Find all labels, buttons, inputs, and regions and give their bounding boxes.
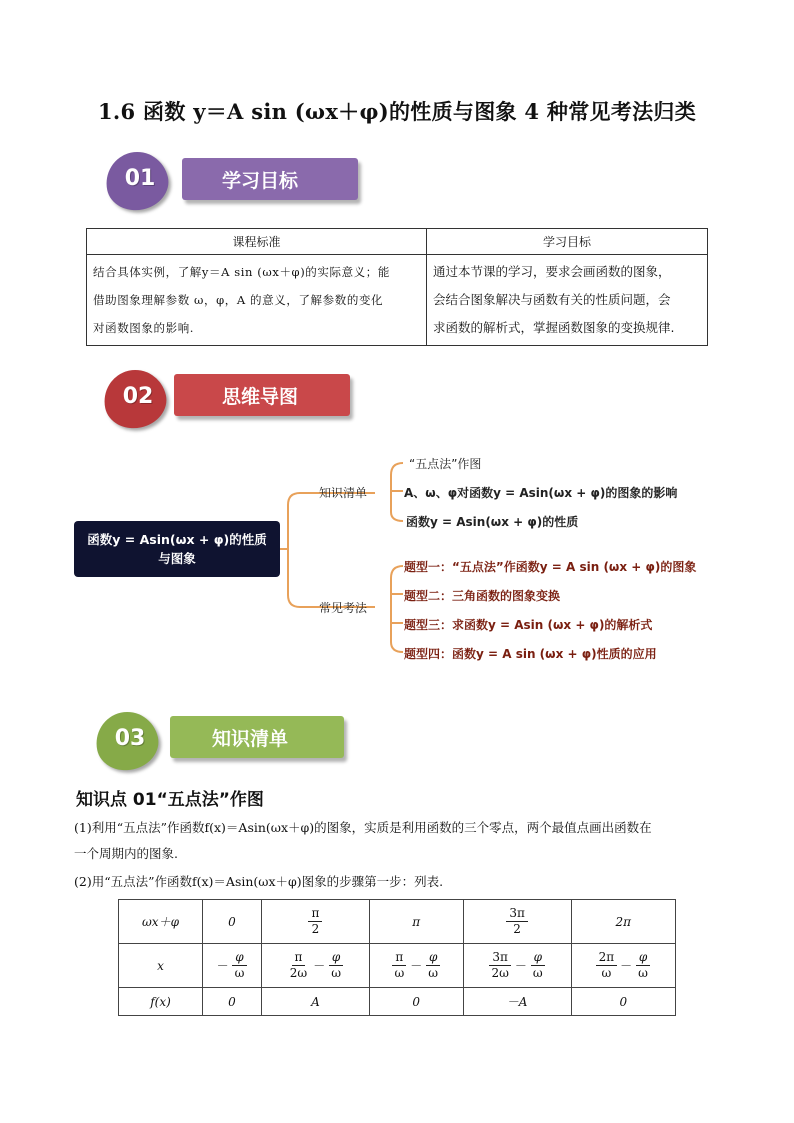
text-line: 对函数图象的影响. xyxy=(93,321,195,335)
table-cell: $\frac{\pi}{\omega}$ － $\frac{\varphi}{\omega}$ xyxy=(369,944,463,988)
section-number: 02 xyxy=(122,384,154,409)
section-number: 01 xyxy=(124,166,156,191)
table-cell xyxy=(261,900,369,944)
fraction-denominator: ω xyxy=(638,966,648,980)
fraction-numerator: φ xyxy=(426,950,440,966)
root-label: 函数y = Asin(ωx + φ)的性质 xyxy=(87,532,267,547)
table-cell: 2π xyxy=(571,900,675,944)
section-label: 思维导图 xyxy=(222,386,299,408)
text-line: 结合具体实例，了解y＝A sin (ωx＋φ)的实际意义；能 xyxy=(93,265,390,279)
table-header: 课程标准 xyxy=(87,229,427,255)
section-header-knowledge xyxy=(96,712,346,776)
section-label: 学习目标 xyxy=(222,170,299,192)
text-line: 一个周期内的图象. xyxy=(74,846,178,861)
page-title: 1.6 函数 y＝A sin (ωx＋φ)的性质与图象 4 种常见考法归类 xyxy=(97,99,697,124)
knowledge-point-title: 知识点 01“五点法”作图 xyxy=(76,790,264,810)
table-cell: $\frac{2\pi}{\omega}$ － $\frac{\varphi}{\omega}$ xyxy=(571,944,675,988)
mindmap-leaf: 题型二：三角函数的图象变换 xyxy=(404,589,561,603)
section-bar xyxy=(170,716,344,758)
fraction-numerator: 3π xyxy=(489,950,511,966)
fraction-denominator: ω xyxy=(394,966,405,980)
table-cell: $\frac{\pi}{2\omega}$ － $\frac{\varphi}{\omega}$ xyxy=(261,944,369,988)
mindmap-leaf: A、ω、φ对函数y = Asin(ωx + φ)的图象的影响 xyxy=(404,486,678,500)
row-label: f(x) xyxy=(119,988,203,1016)
table-cell: π xyxy=(369,900,463,944)
fraction-numerator: π xyxy=(392,950,406,966)
text-line: 通过本节课的学习，要求会画函数的图象， xyxy=(433,264,671,279)
table-cell: 0 xyxy=(571,988,675,1016)
mindmap-leaf: 函数y = Asin(ωx + φ)的性质 xyxy=(406,515,579,529)
fraction-denominator: 2ω xyxy=(491,966,509,980)
root-label: 与图象 xyxy=(158,551,196,566)
fraction-numerator: π xyxy=(292,950,306,966)
fraction-numerator: φ xyxy=(329,950,343,966)
paragraph-1 xyxy=(74,815,734,867)
fraction-numerator: 2π xyxy=(596,950,618,966)
text-line: (1)利用“五点法”作函数f(x)＝Asin(ωx＋φ)的图象，实质是利用函数的三个零点，两个最值点画出函数在 xyxy=(74,820,652,835)
mindmap-root xyxy=(74,521,280,577)
fraction-numerator: φ xyxy=(636,950,650,966)
five-point-table xyxy=(118,899,676,1016)
table-cell: 0 xyxy=(203,988,262,1016)
table-cell: 0 xyxy=(369,988,463,1016)
mindmap-leaf: 题型一：“五点法”作函数y = A sin (ωx + φ)的图象 xyxy=(404,560,697,574)
text-line: 求函数的解析式，掌握函数图象的变换规律. xyxy=(433,320,675,335)
text-line: 会结合图象解决与函数有关的性质问题，会 xyxy=(433,292,671,307)
table-cell xyxy=(203,944,262,988)
section-number: 03 xyxy=(114,726,146,751)
row-label: ωx＋φ xyxy=(119,900,203,944)
mindmap-branch-exams: 常见考法 xyxy=(319,601,368,615)
row-label: x xyxy=(119,944,203,988)
fraction-denominator: 2 xyxy=(513,922,521,936)
mindmap-branch-knowledge: 知识清单 xyxy=(319,486,368,500)
mindmap-leaf: 题型三：求函数y = Asin (ωx + φ)的解析式 xyxy=(404,618,653,632)
section-label: 知识清单 xyxy=(212,728,289,750)
table-cell: －A xyxy=(463,988,571,1016)
mindmap-leaf: “五点法”作图 xyxy=(409,457,482,471)
table-cell: A xyxy=(261,988,369,1016)
fraction-denominator: ω xyxy=(331,966,342,980)
fraction-numerator: φ xyxy=(232,950,246,966)
table-cell xyxy=(463,900,571,944)
text-line: 借助图象理解参数 ω，φ，A 的意义，了解参数的变化 xyxy=(93,293,384,307)
table-cell: 0 xyxy=(203,900,262,944)
fraction-denominator: ω xyxy=(601,966,612,980)
fraction-denominator: ω xyxy=(532,966,543,980)
fraction-denominator: ω xyxy=(428,966,439,980)
fraction-numerator: φ xyxy=(531,950,545,966)
fraction-denominator: ω xyxy=(234,966,245,980)
fraction-denominator: 2ω xyxy=(289,966,308,980)
fraction-denominator: 2 xyxy=(311,922,320,936)
fraction-numerator: π xyxy=(308,906,322,922)
table-cell: $\frac{3\pi}{2\omega}$ － $\frac{\varphi}{\omega}$ xyxy=(463,944,571,988)
minus-sign: － xyxy=(216,959,229,973)
table-header: 学习目标 xyxy=(427,229,708,255)
fraction-numerator: 3π xyxy=(506,906,528,922)
paragraph-2: (2)用“五点法”作函数f(x)＝Asin(ωx＋φ)图象的步骤第一步：列表. xyxy=(74,874,444,889)
mindmap-leaf: 题型四：函数y = A sin (ωx + φ)性质的应用 xyxy=(404,647,657,661)
